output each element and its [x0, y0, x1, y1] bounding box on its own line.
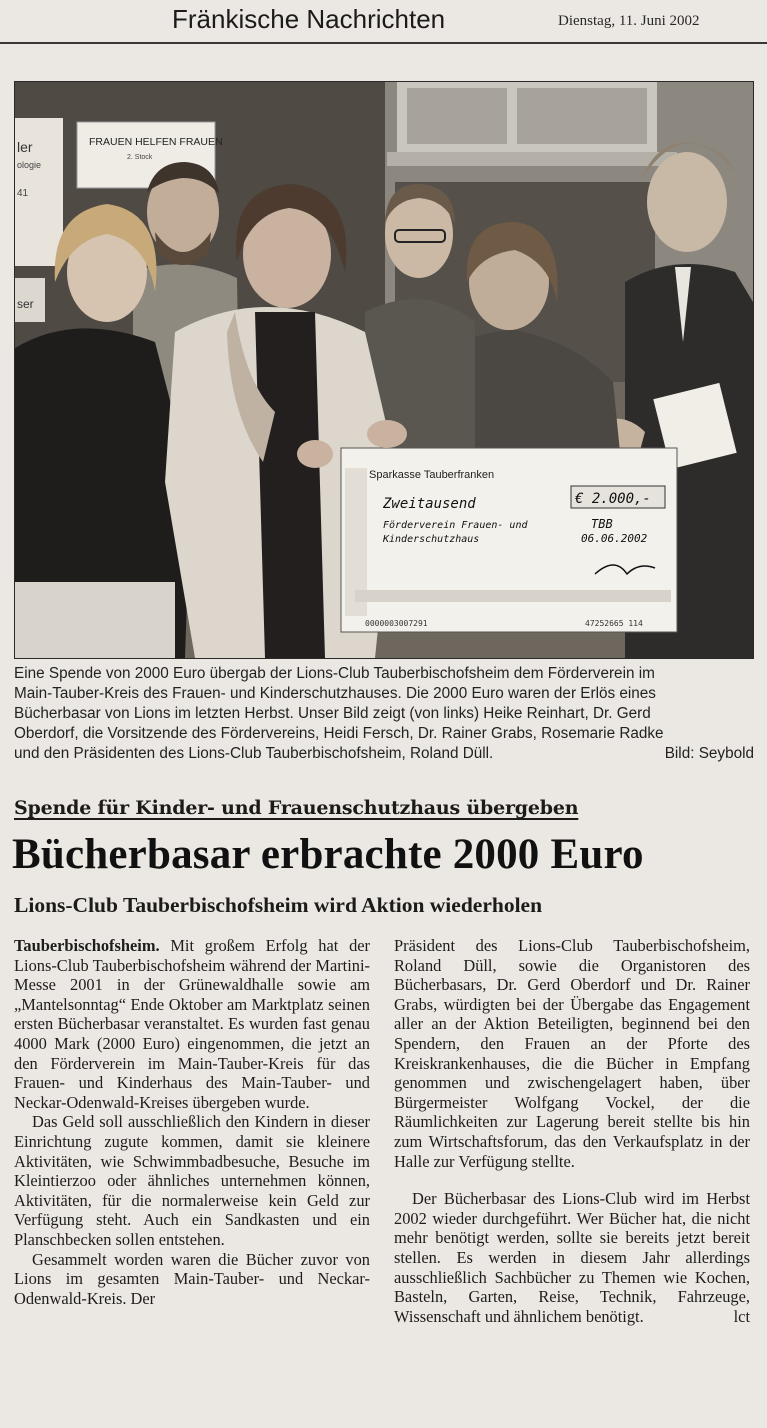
- door-sign-text: 2. Stock: [127, 154, 153, 161]
- photo-caption: [14, 664, 754, 764]
- cheque-payee: Kinderschutzhaus: [383, 534, 480, 545]
- paragraph: [394, 1189, 750, 1326]
- cheque-amount: € 2.000,-: [575, 491, 651, 507]
- article-column-left: [14, 936, 370, 1308]
- caption-line: Main-Tauber-Kreis des Frauen- und Kinderschutzhauses. Die 2000 Euro waren der Erlös eines: [14, 685, 656, 702]
- article-kicker: Spende für Kinder- und Frauenschutzhaus übergeben: [14, 797, 579, 819]
- dateline: Tauberbischofsheim.: [14, 936, 160, 955]
- caption-line: Eine Spende von 2000 Euro übergab der Lions-Club Tauberbischofsheim dem Förderverein im: [14, 665, 655, 682]
- caption-text: und den Präsidenten des Lions-Club Tauberbischofsheim, Roland Düll.: [14, 745, 494, 762]
- issue-date: Dienstag, 11. Juni 2002: [558, 13, 700, 29]
- caption-line: Bücherbasar von Lions im letzten Herbst. Unser Bild zeigt (von links) Heike Reinhart, Dr. Gerd: [14, 705, 651, 722]
- paragraph-text: Mit großem Erfolg hat der Lions-Club Tauberbischofsheim während der Martini-Messe 2001 in der Grünewaldhalle sowie am „Mantelsonntag“ Ende Oktober am Marktplatz seinen ersten Bücherbasar veranstaltet. Es wurden fast genau 4000 Mark (2000 Euro) eingenommen, die jetzt an den Förderverein im Main-Tauber-Kreis für das Frauen- und Kinderhaus des Main-Tauber- und Neckar-Odenwald-Kreises übergeben wurde.: [14, 936, 371, 1112]
- paragraph: Das Geld soll ausschließlich den Kindern in dieser Einrichtung zugute kommen, damit sie kleinere Aktivitäten, wie Schwimmbadbesuche, Besuche im Kleintierzoo oder ähnliches unternehmen können, Aktivitäten, für die normalerweise kein Geld zur Verfügung steht. Auch ein Sandkasten und ein Planschbecken sollen entstehen.: [14, 1112, 370, 1249]
- cheque-amount-words: Zweitausend: [383, 496, 476, 512]
- door-sign-text: FRAUEN HELFEN FRAUEN: [89, 136, 223, 148]
- cheque-date: 06.06.2002: [581, 532, 648, 545]
- sign-left-text: ser: [17, 297, 34, 311]
- caption-line: [14, 744, 754, 764]
- sign-left-text: ler: [17, 139, 33, 155]
- paragraph-text: Der Bücherbasar des Lions-Club wird im Herbst 2002 wieder durchgeführt. Wer Bücher hat, die nicht mehr benötigt werden, sollte sie bereits jetzt bereit stellen. Es werden in diesem Jahr allerdings ausschließlich Sachbücher zu Themen wie Kochen, Basteln, Garten, Reise, Technik, Fahrzeuge, Wissenschaft und ähnlichem benötigt.: [394, 1189, 750, 1326]
- cheque-number: 47252665 114: [585, 619, 643, 628]
- donation-cheque: [341, 448, 677, 632]
- cheque-reference: TBB: [591, 517, 613, 531]
- article-headline: Bücherbasar erbrachte 2000 Euro: [12, 831, 644, 878]
- newspaper-name: Fränkische Nachrichten: [172, 4, 446, 34]
- sign-left-text: ologie: [17, 160, 42, 170]
- cheque-bank: Sparkasse Tauberfranken: [369, 469, 495, 481]
- masthead-rule: [0, 42, 767, 44]
- author-signature: lct: [733, 1306, 750, 1326]
- cheque-number: 0000003007291: [365, 619, 428, 628]
- paragraph: Gesammelt worden waren die Bücher zuvor von Lions im gesamten Main-Tauber- und Neckar-Odenwald-Kreis. Der: [14, 1249, 370, 1308]
- caption-line: Oberdorf, die Vorsitzende des Fördervereins, Heidi Fersch, Dr. Rainer Grabs, Rosemarie Radke: [14, 725, 664, 742]
- cheque-payee: Förderverein Frauen- und: [383, 520, 528, 531]
- news-photo: [14, 81, 754, 659]
- photo-credit: Bild: Seybold: [664, 745, 754, 762]
- sign-left-text: 41: [17, 188, 29, 199]
- masthead: [0, 0, 767, 44]
- paragraph: [14, 936, 370, 1112]
- paragraph: Präsident des Lions-Club Tauberbischofsheim, Roland Düll, sowie die Organistoren des Bücherbasars, Dr. Gerd Oberdorf und Dr. Rainer Grabs, würdigten bei der Übergabe das Engagement aller an der Aktion Beteiligten, beginnend bei den Spendern, den Frauen an der Pforte des Kreiskrankenhauses, die die Bücher in Empfang genommen und zwischengelagert haben, über Bürgermeister Wolfgang Vockel, der die Räumlichkeiten zur Lagerung bereit stellte bis hin zum Wirtschaftsforum, das den Verkaufsplatz in der Halle zur Verfügung stellte.: [394, 936, 750, 1171]
- article-column-right: [394, 936, 750, 1326]
- article-subhead: Lions-Club Tauberbischofsheim wird Aktion wiederholen: [14, 893, 543, 917]
